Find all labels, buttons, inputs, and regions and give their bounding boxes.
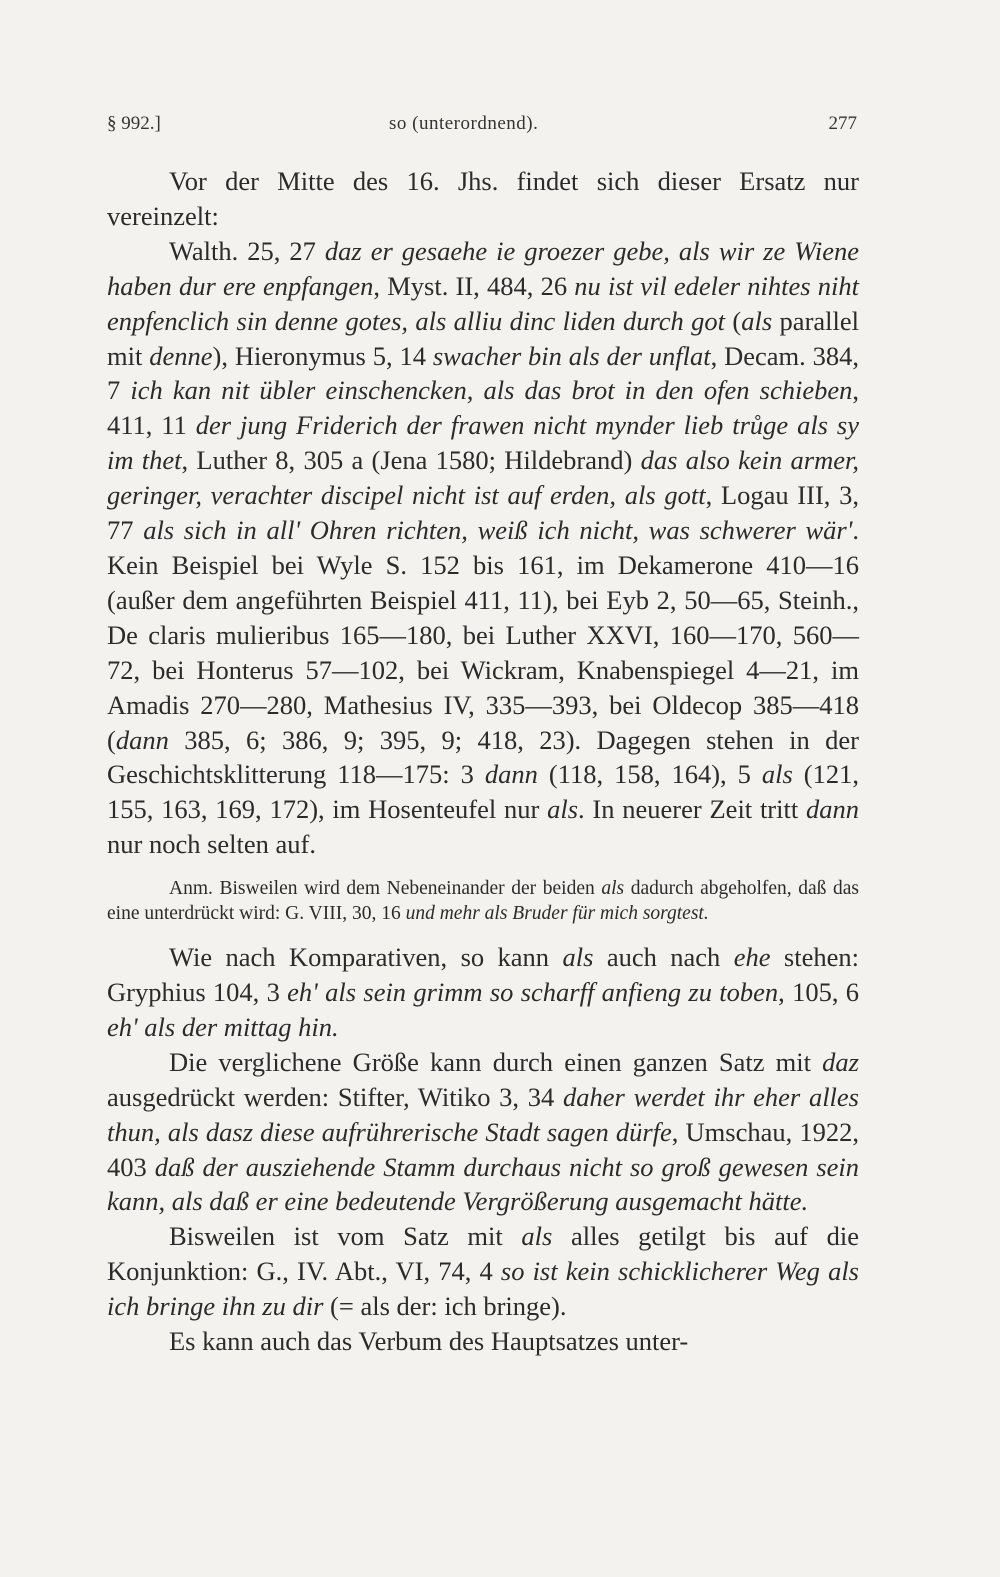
italic-quote: daz: [822, 1046, 859, 1077]
text-run: ausgedrückt werden: Stifter, Witiko 3, 34: [107, 1081, 564, 1112]
italic-quote: als: [562, 942, 594, 973]
paragraph-verbum: [107, 1324, 859, 1359]
italic-quote: dann: [806, 794, 859, 825]
text-run: , 411, 11: [107, 375, 860, 441]
italic-quote: als: [521, 1221, 553, 1252]
text-run: auch nach: [593, 942, 734, 973]
text-run: (121, 155, 163, 169, 172), im Hosenteufel nur: [107, 759, 859, 825]
text-run: (: [725, 305, 742, 336]
paragraph-examples: [107, 234, 859, 862]
section-reference: § 992.]: [107, 113, 161, 134]
text-run: (118, 158, 164), 5: [537, 759, 762, 790]
paragraph-daz: [107, 1045, 859, 1220]
italic-quote: als: [601, 878, 625, 900]
italic-quote: ich kan nit übler einschencken, als das brot in den ofen schieben: [130, 375, 853, 406]
text-run: dadurch abgeholfen, daß das eine unterdrückt wird: G. VIII, 30, 16: [107, 878, 859, 925]
text-run: , Myst. II, 484, 26: [373, 270, 575, 301]
text-run: Die verglichene Größe kann durch einen ganzen Satz mit: [169, 1046, 823, 1077]
italic-quote: daher werdet ihr eher alles thun, als dasz diese aufrührerische Stadt sagen dürfe: [107, 1081, 859, 1147]
text-run: Anm. Bisweilen wird dem Nebeneinander der beiden: [169, 878, 602, 900]
text-run: 385, 6; 386, 9; 395, 9; 418, 23). Dagegen stehen in der Geschichtsklitterung 118—175: 3: [107, 724, 859, 790]
paragraph-ehe: [107, 940, 859, 1045]
running-title: so (unterordnend).: [389, 113, 539, 134]
italic-quote: als sich in all' Ohren richten, weiß ich nicht, was schwerer wär': [143, 515, 853, 546]
italic-quote: nu ist vil edeler nihtes niht enpfenclich sin denne gotes, als alliu dinc liden durch got: [107, 270, 859, 336]
italic-quote: dann: [115, 724, 169, 755]
text-run: stehen: Gryphius 104, 3: [107, 942, 859, 1008]
text-run: Wie nach Komparativen, so kann: [169, 942, 563, 973]
italic-quote: als: [761, 759, 793, 790]
italic-quote: eh' als sein grimm so scharff anfieng zu toben: [287, 977, 779, 1008]
page-number: 277: [828, 113, 857, 134]
italic-quote: eh' als der mittag hin.: [107, 1011, 339, 1042]
italic-quote: das also kein armer, geringer, verachter discipel nicht ist auf erden, als gott: [107, 445, 859, 511]
text-run: , Logau III, 3, 77: [107, 480, 859, 546]
page-body: [107, 164, 859, 1359]
italic-quote: der jung Friderich der frawen nicht mynder lieb trůge als sy im thet: [107, 410, 859, 476]
italic-quote: swacher bin als der unflat: [432, 340, 711, 371]
italic-quote: als: [741, 305, 773, 336]
text-run: Es kann auch das Verbum des Hauptsatzes unter-: [169, 1326, 689, 1357]
text-run: parallel mit: [107, 305, 860, 371]
text-run: , Umschau, 1922, 403: [107, 1116, 859, 1182]
text-run: . In neuerer Zeit tritt: [578, 794, 806, 825]
text-run: Vor der Mitte des 16. Jhs. findet sich dieser Ersatz nur vereinzelt:: [107, 166, 859, 231]
text-run: , 105, 6: [778, 977, 860, 1008]
italic-quote: und mehr als Bruder für mich sorgtest.: [405, 903, 709, 925]
text-run: Walth. 25, 27: [169, 235, 325, 266]
paragraph-konjunktion: [107, 1219, 859, 1324]
text-run: ), Hieronymus 5, 14: [212, 340, 433, 371]
footnote-anm: [107, 876, 859, 926]
text-run: , Decam. 384, 7: [107, 340, 859, 406]
text-run: alles getilgt bis auf die Konjunktion: G., IV. Abt., VI, 74, 4: [107, 1221, 859, 1287]
italic-quote: dann: [484, 759, 538, 790]
italic-quote: daz er gesaehe ie groezer gebe, als wir ze Wiene haben dur ere enpfangen: [107, 235, 859, 301]
text-run: . Kein Beispiel bei Wyle S. 152 bis 161, im Dekamerone 410—16 (außer dem angeführten Beispiel 411, 11), bei Eyb 2, 50—65, Steinh., De claris mulieribus 165—180, bei Luther XXVI, 160—170, 560—72, bei Honterus 57—102, bei Wickram, Knabenspiegel 4—21, im Amadis 270—280, Mathesius IV, 335—393, bei Oldecop 385—418 (: [107, 515, 859, 755]
italic-quote: als: [547, 794, 579, 825]
text-run: (= als der: ich bringe).: [323, 1291, 567, 1322]
text-run: Bisweilen ist vom Satz mit: [169, 1221, 522, 1252]
italic-quote: ehe: [733, 942, 771, 973]
paragraph-intro: [107, 164, 859, 234]
italic-quote: denne: [149, 340, 213, 371]
italic-quote: daß der ausziehende Stamm durchaus nicht so groß gewesen sein kann, als daß er eine bedeutende Vergrößerung ausgemacht hätte.: [107, 1151, 860, 1217]
italic-quote: so ist kein schicklicherer Weg als ich bringe ihn zu dir: [107, 1256, 859, 1322]
text-run: nur noch selten auf.: [107, 829, 316, 860]
text-run: , Luther 8, 305 a (Jena 1580; Hildebrand): [181, 445, 641, 476]
